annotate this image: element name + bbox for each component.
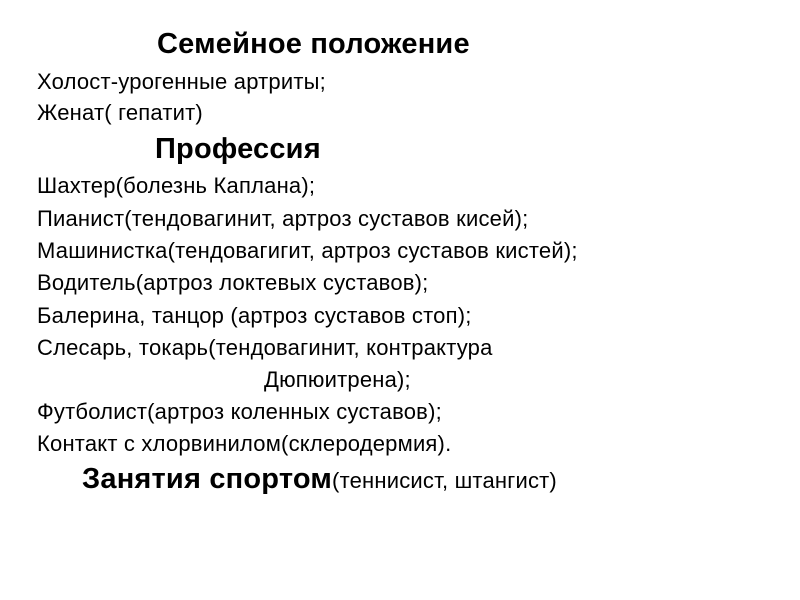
list-item-typist: Машинистка(тендовагигит, артроз суставов кистей); bbox=[37, 238, 578, 263]
list-item-locksmith: Слесарь, токарь(тендовагинит, контрактура bbox=[37, 335, 493, 360]
list-item-vinyl-chloride: Контакт с хлорвинилом(склеродермия). bbox=[37, 431, 452, 456]
list-item-single: Холост-урогенные артриты; bbox=[37, 69, 326, 94]
heading-profession: Профессия bbox=[155, 133, 321, 165]
list-item-married: Женат( гепатит) bbox=[37, 100, 203, 125]
sport-detail: (теннисист, штангист) bbox=[332, 468, 557, 493]
sport-line bbox=[82, 463, 557, 495]
list-item-miner: Шахтер(болезнь Каплана); bbox=[37, 173, 316, 198]
heading-sport: Занятия спортом bbox=[82, 463, 333, 495]
list-item-driver: Водитель(артроз локтевых суставов); bbox=[37, 270, 429, 295]
list-item-footballer: Футболист(артроз коленных суставов); bbox=[37, 399, 442, 424]
heading-family-status: Семейное положение bbox=[157, 28, 470, 60]
list-item-pianist: Пианист(тендовагинит, артроз суставов кисей); bbox=[37, 206, 529, 231]
list-item-dancer: Балерина, танцор (артроз суставов стоп); bbox=[37, 303, 472, 328]
list-item-locksmith-continuation: Дюпюитрена); bbox=[264, 367, 411, 392]
